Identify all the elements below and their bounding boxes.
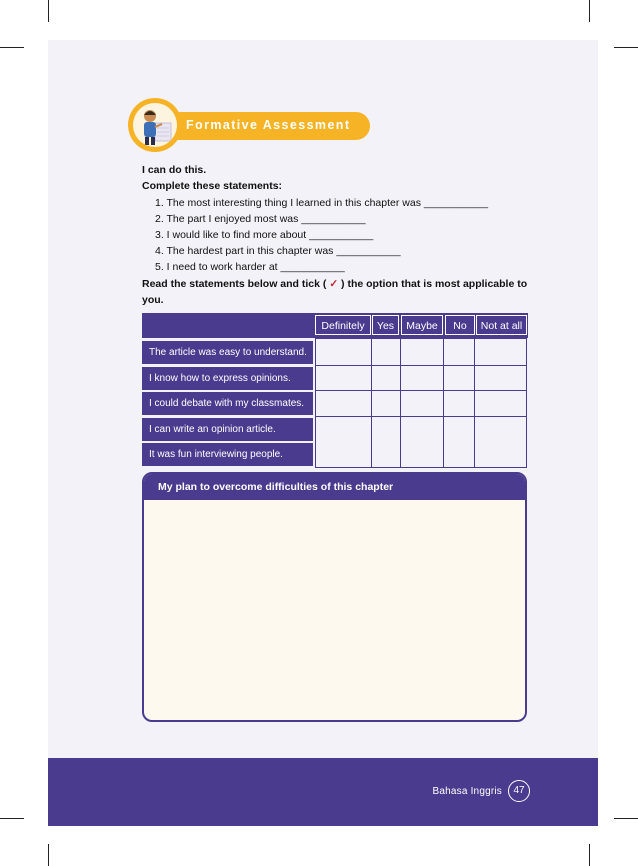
table-row-label: I could debate with my classmates. <box>142 392 313 415</box>
crop-mark <box>48 0 49 22</box>
statement-item: 5. I need to work harder at ___________ <box>155 261 345 273</box>
column-header-no: No <box>445 315 475 335</box>
statement-item: 1. The most interesting thing I learned in this chapter was ___________ <box>155 197 489 209</box>
page-number: 47 <box>508 780 530 802</box>
section-banner <box>168 112 370 140</box>
table-row-label: I can write an opinion article. <box>142 418 313 441</box>
column-header-not-at-all: Not at all <box>476 315 527 335</box>
instruction-part: Read the statements below and tick ( <box>142 278 327 290</box>
intro-line: I can do this. <box>142 164 207 176</box>
instruction-text <box>142 278 527 290</box>
crop-mark <box>48 844 49 866</box>
table-row-label: The article was easy to understand. <box>142 341 313 364</box>
table-row-label: I know how to express opinions. <box>142 367 313 390</box>
banner-title: Formative Assessment <box>186 118 351 132</box>
crop-mark <box>0 818 24 819</box>
book-title: Bahasa Inggris <box>432 786 502 797</box>
plan-header <box>144 474 525 500</box>
instruction-text-end: you. <box>142 294 164 306</box>
crop-mark <box>614 47 638 48</box>
table-row-label: It was fun interviewing people. <box>142 443 313 466</box>
table-header <box>142 313 528 338</box>
crop-mark <box>589 0 590 22</box>
crop-mark <box>589 844 590 866</box>
instruction-part: ) the option that is most applicable to <box>341 278 528 290</box>
statement-item: 2. The part I enjoyed most was ___________ <box>155 213 366 225</box>
crop-mark <box>0 47 24 48</box>
tick-icon: ✓ <box>329 278 339 290</box>
statement-item: 3. I would like to find more about ___________ <box>155 229 374 241</box>
answer-grid[interactable] <box>315 338 527 468</box>
column-header-definitely: Definitely <box>315 315 371 335</box>
footer-bar <box>48 758 598 826</box>
plan-box[interactable] <box>142 472 527 722</box>
student-illustration-badge <box>128 98 182 152</box>
column-header-maybe: Maybe <box>401 315 443 335</box>
statement-item: 4. The hardest part in this chapter was ___________ <box>155 245 401 257</box>
crop-mark <box>614 818 638 819</box>
column-header-yes: Yes <box>372 315 399 335</box>
plan-title: My plan to overcome difficulties of this chapter <box>158 481 394 493</box>
intro-line: Complete these statements: <box>142 180 283 192</box>
student-writing-icon <box>133 103 177 147</box>
